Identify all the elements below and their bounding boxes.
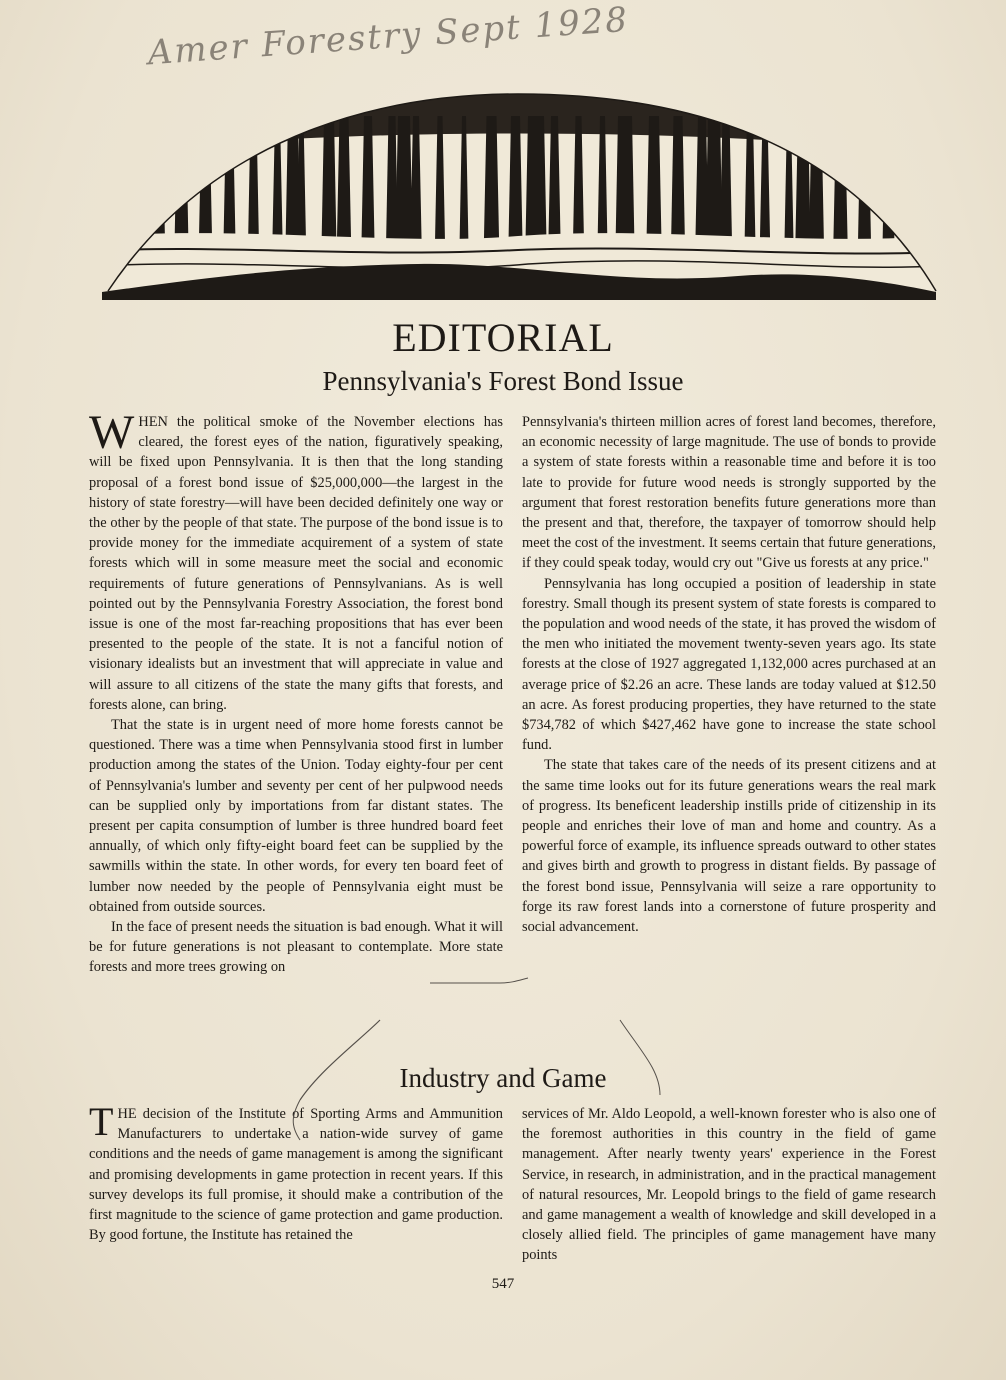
masthead-editorial: EDITORIAL [392, 315, 614, 360]
article-title-forest-bond: Pennsylvania's Forest Bond Issue [322, 366, 684, 396]
article2-right-column [522, 1104, 936, 1266]
page-number: 547 [491, 1276, 515, 1292]
article1-paragraph-5: Pennsylvania has long occupied a position of leadership in state forestry. Small though its present system of state forests is compared to the population and wood needs of the state, it has proved the wisdom of the men who initiated the movement twenty-seven years ago. Its state forests at the close of 1927 aggregated 1,132,000 acres purchased at an average price of $2.26 an acre. These lands are today valued at $12.50 an acre. As forest producing properties, they have returned to the state $734,782 of which $427,462 have gone to increase the state school fund. [522, 575, 936, 754]
article2-paragraph-1 [89, 1099, 503, 1245]
article1-paragraph-1-text: HEN the political smoke of the November elections has cleared, the forest eyes of the nation, figuratively speaking, will be fixed upon Pennsylvania. It is then that the long standing proposal of a forest bond issue of $25,000,000—the largest in the history of state forestry—will have been decided definitely one way or the other by the people of that state. The purpose of the bond issue is to provide money for the immediate acquirement of a system of state forests which will in some measure meet the social and economic requirements of future generations of Pennsylvanians. As is well pointed out by the Pennsylvania Forestry Association, the forest bond issue is one of the most far-reaching propositions that has ever been presented to the people of the state. It is not a fanciful notion of visionary idealists but an investment that will appreciate in value and will assure to all citizens of the state the many gifts that forests, and forests alone, can bring. [89, 414, 503, 713]
article1-paragraph-1 [89, 406, 503, 715]
article2-left-column [89, 1099, 503, 1245]
article2-paragraph-2: services of Mr. Aldo Leopold, a well-known forester who is also one of the foremost authorities in this country in the field of game management. After nearly twenty years' experience in the Forest Service, in research, in administration, and in the practical management of natural resources, Mr. Leopold brings to the field of game research and game management a wealth of knowledge and skill developed in a closely allied field. The principles of game management have many points [522, 1106, 936, 1264]
forest-illustration [98, 86, 938, 300]
article-title-industry-game: Industry and Game [399, 1063, 607, 1093]
drop-cap: W [89, 406, 135, 459]
article1-right-column [522, 412, 936, 937]
article1-paragraph-3: In the face of present needs the situation is bad enough. What it will be for future generations is not pleasant to contemplate. More state forests and more trees growing on [89, 919, 503, 976]
drop-cap: T [89, 1099, 114, 1144]
article1-paragraph-4: Pennsylvania's thirteen million acres of forest land becomes, therefore, an economic necessity of large magnitude. The use of bonds to provide a system of state forests within a reasonable time and before it is too late to provide for future wood needs is strongly supported by the argument that forest restoration benefits future generations more than the present and that, therefore, the taxpayer of tomorrow should help meet the cost of the investment. It seems certain that future generations, if they could speak today, would cry out "Give us forests at any price." [522, 414, 936, 572]
tree-trunk [907, 116, 919, 261]
article2-paragraph-1-text: HE decision of the Institute of Sporting Arms and Ammunition Manufacturers to undertake a nation-wide survey of game conditions and the needs of game management is among the significant and promising developments in game protection in recent years. If this survey develops its full promise, it should make a contribution of the first magnitude to the science of game protection and game production. By good fortune, the Institute has retained the [89, 1106, 503, 1244]
article1-paragraph-6: The state that takes care of the needs of its present citizens and at the same time looks out for its future generations wears the real mark of progress. Its beneficent leadership instills pride of citizenship in its people and enriches their love of man and home and country. As a powerful force of example, its influence spreads outward to other states and gives birth and growth to progress in distant fields. By passage of the forest bond issue, Pennsylvania will seize a rare opportunity to forge its raw forest lands into a cornerstone of future prosperity and social advancement. [522, 757, 936, 936]
article1-paragraph-2: That the state is in urgent need of more home forests cannot be questioned. There was a time when Pennsylvania stood first in lumber production among the states of the Union. Today eighty-four per cent of Pennsylvania's lumber and seventy per cent of her pulpwood needs can be supplied only by importations from far distant states. The present per capita consumption of lumber is three hundred board feet annually, of which only fifty-eight board feet can be supplied by the sawmills within the state. In other words, for every ten board feet of lumber now needed by the people of Pennsylvania eight must be obtained from outside sources. [89, 717, 503, 915]
tree-trunk [125, 116, 135, 261]
article1-left-column [89, 406, 503, 978]
handwritten-annotation: Amer Forestry Sept 1928 [146, 0, 631, 74]
